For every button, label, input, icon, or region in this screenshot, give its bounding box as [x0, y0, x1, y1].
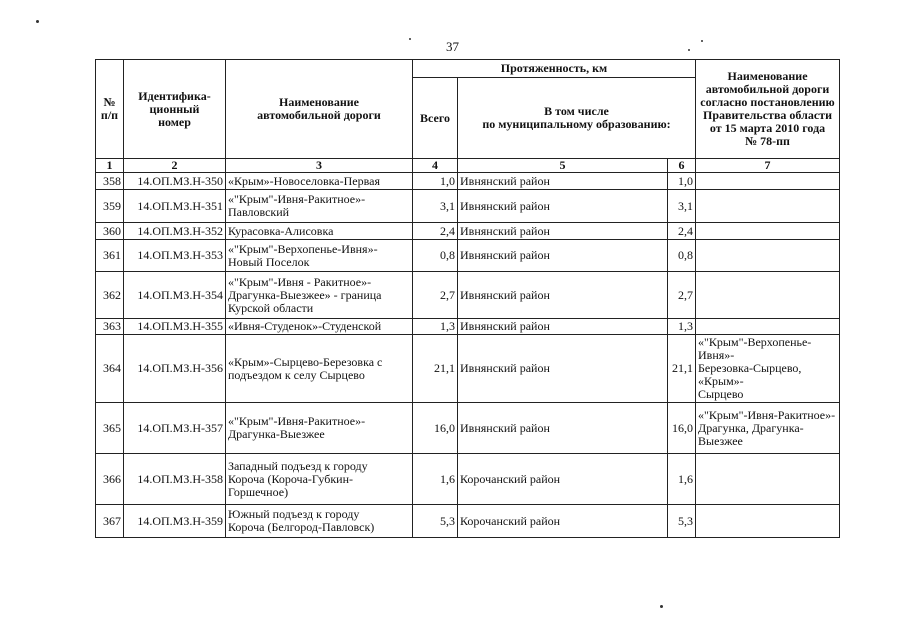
table-body [96, 173, 840, 538]
header-identifier: Идентифика- ционный номер [124, 60, 226, 159]
district-length-cell: 1,0 [668, 173, 696, 190]
table-row [96, 335, 840, 403]
district-cell: Ивнянский район [458, 403, 668, 454]
road-table [95, 59, 840, 538]
header-length: Протяженность, км [413, 60, 696, 78]
identifier-cell: 14.ОП.МЗ.Н-354 [124, 272, 226, 319]
row-number-cell: 366 [96, 454, 124, 505]
decree-name-cell: «"Крым"-Ивня-Ракитное»- Драгунка, Драгунка- Выезжее [696, 403, 840, 454]
column-number: 1 [96, 159, 124, 173]
district-cell: Ивнянский район [458, 335, 668, 403]
identifier-cell: 14.ОП.МЗ.Н-359 [124, 505, 226, 538]
decree-name-cell [696, 454, 840, 505]
district-length-cell: 2,7 [668, 272, 696, 319]
decree-name-cell [696, 173, 840, 190]
row-number-cell: 365 [96, 403, 124, 454]
table-row [96, 173, 840, 190]
road-name-cell: «"Крым"-Ивня-Ракитное»- Драгунка-Выезжее [226, 403, 413, 454]
identifier-cell: 14.ОП.МЗ.Н-351 [124, 190, 226, 223]
header-including: В том числе по муниципальному образованию: [458, 78, 696, 159]
road-name-cell: «Крым»-Новоселовка-Первая [226, 173, 413, 190]
scan-speck [660, 605, 663, 608]
total-length-cell: 3,1 [413, 190, 458, 223]
column-number: 6 [668, 159, 696, 173]
road-name-cell: «Ивня-Студенок»-Студенской [226, 319, 413, 335]
total-length-cell: 1,3 [413, 319, 458, 335]
scan-speck [36, 20, 39, 23]
row-number-cell: 363 [96, 319, 124, 335]
column-number: 5 [458, 159, 668, 173]
decree-name-cell [696, 223, 840, 240]
identifier-cell: 14.ОП.МЗ.Н-350 [124, 173, 226, 190]
table-row [96, 272, 840, 319]
district-cell: Ивнянский район [458, 272, 668, 319]
table-row [96, 403, 840, 454]
district-length-cell: 1,3 [668, 319, 696, 335]
row-number-cell: 360 [96, 223, 124, 240]
road-name-cell: «Крым»-Сырцево-Березовка с подъездом к селу Сырцево [226, 335, 413, 403]
total-length-cell: 5,3 [413, 505, 458, 538]
row-number-cell: 358 [96, 173, 124, 190]
road-name-cell: «"Крым"-Верхопенье-Ивня»- Новый Поселок [226, 240, 413, 272]
table-row [96, 319, 840, 335]
header-total: Всего [413, 78, 458, 159]
district-length-cell: 0,8 [668, 240, 696, 272]
column-number: 4 [413, 159, 458, 173]
identifier-cell: 14.ОП.МЗ.Н-352 [124, 223, 226, 240]
row-number-cell: 364 [96, 335, 124, 403]
district-cell: Ивнянский район [458, 240, 668, 272]
decree-name-cell [696, 319, 840, 335]
total-length-cell: 16,0 [413, 403, 458, 454]
district-cell: Ивнянский район [458, 190, 668, 223]
total-length-cell: 1,0 [413, 173, 458, 190]
total-length-cell: 1,6 [413, 454, 458, 505]
table-row [96, 454, 840, 505]
district-length-cell: 3,1 [668, 190, 696, 223]
table-row [96, 190, 840, 223]
district-cell: Ивнянский район [458, 223, 668, 240]
district-cell: Ивнянский район [458, 173, 668, 190]
table-row [96, 223, 840, 240]
column-number: 2 [124, 159, 226, 173]
road-name-cell: Западный подъезд к городу Короча (Короча-Губкин- Горшечное) [226, 454, 413, 505]
header-column-numbers [96, 159, 840, 173]
decree-name-cell [696, 240, 840, 272]
row-number-cell: 362 [96, 272, 124, 319]
road-name-cell: Курасовка-Алисовка [226, 223, 413, 240]
row-number-cell: 361 [96, 240, 124, 272]
table-row [96, 240, 840, 272]
district-cell: Ивнянский район [458, 319, 668, 335]
identifier-cell: 14.ОП.МЗ.Н-356 [124, 335, 226, 403]
total-length-cell: 2,7 [413, 272, 458, 319]
identifier-cell: 14.ОП.МЗ.Н-357 [124, 403, 226, 454]
road-name-cell: «"Крым"-Ивня - Ракитное»- Драгунка-Выезжее» - граница Курской области [226, 272, 413, 319]
decree-name-cell [696, 505, 840, 538]
road-name-cell: «"Крым"-Ивня-Ракитное»- Павловский [226, 190, 413, 223]
header-decree-name: Наименование автомобильной дороги согласно постановлению Правительства области от 15 марта 2010 года № 78-пп [696, 60, 840, 159]
page-number: 37 [446, 39, 459, 54]
row-number-cell: 367 [96, 505, 124, 538]
total-length-cell: 21,1 [413, 335, 458, 403]
decree-name-cell: «"Крым"-Верхопенье-Ивня»- Березовка-Сырцево, «Крым»- Сырцево [696, 335, 840, 403]
column-number: 7 [696, 159, 840, 173]
district-length-cell: 2,4 [668, 223, 696, 240]
district-cell: Корочанский район [458, 454, 668, 505]
decree-name-cell [696, 272, 840, 319]
table-row [96, 505, 840, 538]
district-length-cell: 16,0 [668, 403, 696, 454]
district-length-cell: 1,6 [668, 454, 696, 505]
header-number: № п/п [96, 60, 124, 159]
identifier-cell: 14.ОП.МЗ.Н-358 [124, 454, 226, 505]
decree-name-cell [696, 190, 840, 223]
total-length-cell: 0,8 [413, 240, 458, 272]
column-number: 3 [226, 159, 413, 173]
district-cell: Корочанский район [458, 505, 668, 538]
identifier-cell: 14.ОП.МЗ.Н-353 [124, 240, 226, 272]
district-length-cell: 21,1 [668, 335, 696, 403]
district-length-cell: 5,3 [668, 505, 696, 538]
header-road-name: Наименование автомобильной дороги [226, 60, 413, 159]
road-name-cell: Южный подъезд к городу Короча (Белгород-Павловск) [226, 505, 413, 538]
total-length-cell: 2,4 [413, 223, 458, 240]
identifier-cell: 14.ОП.МЗ.Н-355 [124, 319, 226, 335]
row-number-cell: 359 [96, 190, 124, 223]
